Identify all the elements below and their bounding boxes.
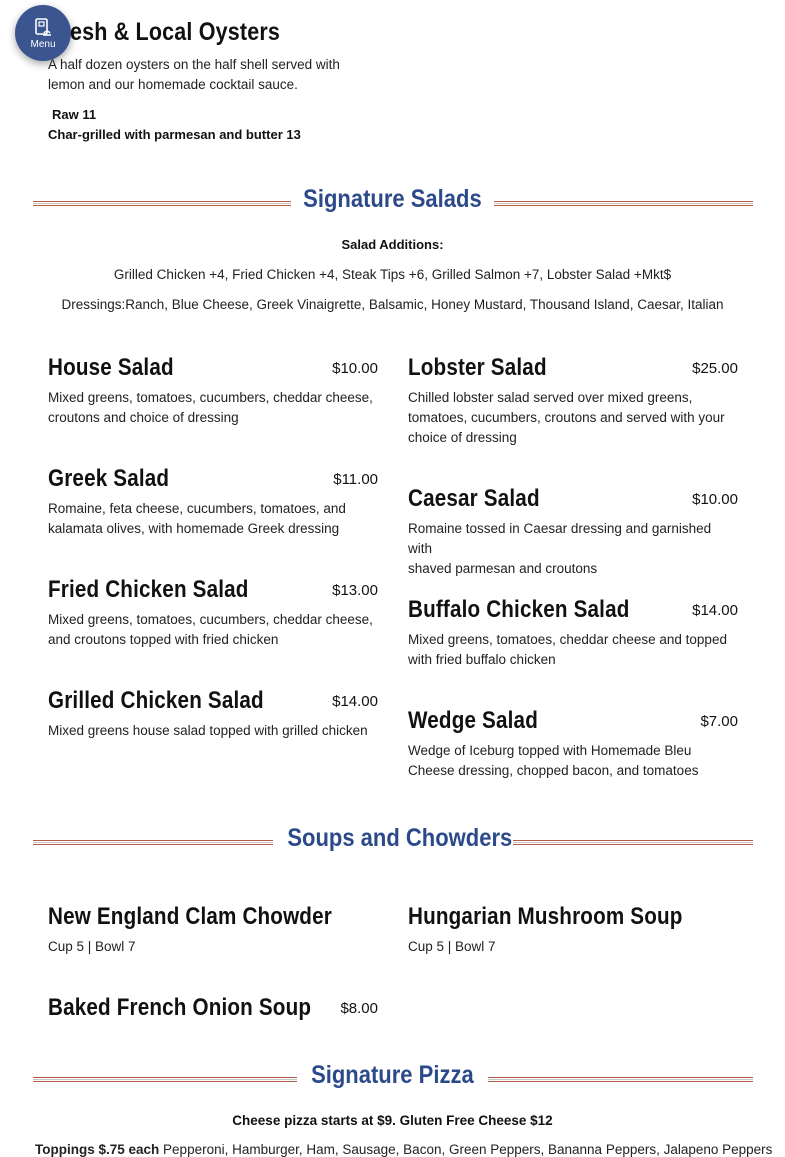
menu-item (48, 354, 378, 428)
pizza-toppings-list: Pepperoni, Hamburger, Ham, Sausage, Bacon, Green Peppers, Bananna Peppers, Jalapeno Peppers (159, 1142, 773, 1157)
menu-item-name: New England Clam Chowder (48, 903, 332, 930)
menu-item-description (408, 388, 738, 448)
menu-item-description: Cup 5 | Bowl 7 (408, 939, 496, 954)
oysters-description (48, 55, 388, 95)
divider (33, 1077, 297, 1082)
pizza-toppings-label: Toppings $.75 each (35, 1142, 160, 1157)
oysters-section (48, 18, 314, 47)
desc-line: tomatoes, cucumbers, croutons and served with your (408, 410, 725, 425)
menu-item-name: Greek Salad (48, 465, 170, 492)
menu-item-name: Lobster Salad (408, 354, 547, 381)
divider (33, 840, 273, 845)
menu-item-description (408, 741, 738, 781)
desc-line: and croutons topped with fried chicken (48, 632, 279, 647)
desc-line: Romaine, feta cheese, cucumbers, tomatoes, and (48, 501, 346, 516)
menu-item-price: $25.00 (692, 360, 738, 377)
section-title-salads: Signature Salads (303, 185, 482, 213)
desc-line: Mixed greens, tomatoes, cucumbers, cheddar cheese, (48, 390, 373, 405)
menu-item-name: Baked French Onion Soup (48, 994, 312, 1021)
menu-item-name: Wedge Salad (408, 707, 538, 734)
menu-item-name: Hungarian Mushroom Soup (408, 903, 683, 930)
desc-line: with fried buffalo chicken (408, 652, 556, 667)
salad-additions-label: Salad Additions: (341, 237, 444, 252)
menu-item-name: Caesar Salad (408, 485, 540, 512)
menu-item-description (48, 721, 378, 741)
oysters-desc-line: lemon and our homemade cocktail sauce. (48, 77, 298, 92)
menu-item (48, 576, 378, 650)
menu-item-name: House Salad (48, 354, 174, 381)
menu-item-description (48, 388, 378, 428)
oysters-option-raw: Raw 11 (52, 107, 97, 122)
menu-item-description (48, 610, 378, 650)
divider (494, 201, 753, 206)
menu-item (48, 903, 378, 957)
divider (488, 1077, 753, 1082)
menu-item-name: Buffalo Chicken Salad (408, 596, 630, 623)
menu-item-description (48, 499, 378, 539)
menu-item-price: $14.00 (332, 693, 378, 710)
menu-item (408, 596, 738, 670)
desc-line: Chilled lobster salad served over mixed greens, (408, 390, 693, 405)
oysters-desc-line: A half dozen oysters on the half shell served with (48, 57, 340, 72)
desc-line: croutons and choice of dressing (48, 410, 239, 425)
desc-line: Mixed greens house salad topped with grilled chicken (48, 723, 368, 738)
menu-item-description (408, 519, 738, 579)
menu-item-price: $10.00 (332, 360, 378, 377)
menu-item (408, 903, 738, 957)
oysters-title: esh & Local Oysters (70, 18, 281, 46)
menu-button-label: Menu (30, 38, 56, 50)
desc-line: Romaine tossed in Caesar dressing and garnished with (408, 521, 712, 556)
menu-item-price: $13.00 (332, 582, 378, 599)
menu-item (48, 994, 378, 1022)
section-title-soups: Soups and Chowders (287, 824, 513, 852)
divider (513, 840, 753, 845)
menu-item-price: $14.00 (692, 602, 738, 619)
pizza-base-price: Cheese pizza starts at $9. Gluten Free Cheese $12 (232, 1113, 553, 1128)
desc-line: choice of dressing (408, 430, 517, 445)
desc-line: shaved parmesan and croutons (408, 561, 598, 576)
menu-item-description (408, 630, 738, 670)
salad-dressings-list: Dressings:Ranch, Blue Cheese, Greek Vinaigrette, Balsamic, Honey Mustard, Thousand Island, Caesar, Italian (61, 297, 724, 312)
salad-additions-list: Grilled Chicken +4, Fried Chicken +4, Steak Tips +6, Grilled Salmon +7, Lobster Salad +Mkt$ (113, 267, 672, 282)
menu-item (48, 687, 378, 741)
divider (33, 201, 291, 206)
desc-line: kalamata olives, with homemade Greek dressing (48, 521, 340, 536)
section-title-pizza: Signature Pizza (311, 1061, 474, 1089)
oysters-option-grilled: Char-grilled with parmesan and butter 13 (48, 127, 301, 142)
desc-line: Wedge of Iceburg topped with Homemade Bleu (408, 743, 692, 758)
menu-item (48, 465, 378, 539)
desc-line: Mixed greens, tomatoes, cucumbers, cheddar cheese, (48, 612, 373, 627)
menu-item-price: $11.00 (333, 471, 378, 488)
menu-item-description: Cup 5 | Bowl 7 (48, 939, 136, 954)
menu-item-price: $8.00 (340, 1000, 378, 1017)
menu-item-name: Grilled Chicken Salad (48, 687, 264, 714)
menu-item (408, 707, 738, 781)
desc-line: Cheese dressing, chopped bacon, and tomatoes (408, 763, 699, 778)
menu-item (408, 485, 738, 579)
menu-item (408, 354, 738, 448)
menu-item-price: $7.00 (700, 713, 738, 730)
menu-item-price: $10.00 (692, 491, 738, 508)
menu-item-name: Fried Chicken Salad (48, 576, 249, 603)
desc-line: Mixed greens, tomatoes, cheddar cheese and topped (408, 632, 727, 647)
